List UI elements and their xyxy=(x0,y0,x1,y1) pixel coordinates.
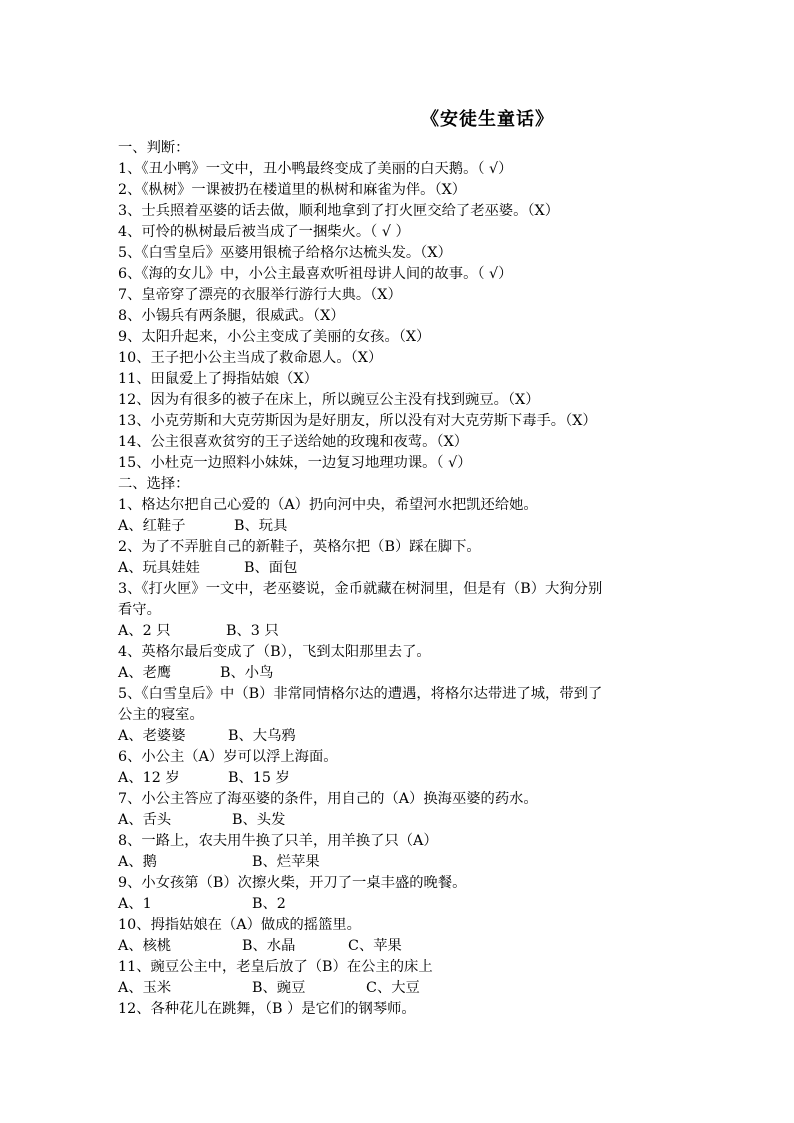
option-a: A、老婆婆 xyxy=(118,728,186,744)
choice-options-8 xyxy=(118,852,320,873)
judgment-item-6: 6、《海的女儿》中，小公主最喜欢听祖母讲人间的故事。（ √） xyxy=(118,266,513,282)
choice-question-5: 5、《白雪皇后》中（B）非常同情格尔达的遭遇，将格尔达带进了城，带到了 xyxy=(118,686,603,702)
option-b: B、2 xyxy=(252,896,286,912)
option-c: C、苹果 xyxy=(348,938,402,954)
option-b: B、豌豆 xyxy=(252,980,306,996)
choice-options-7 xyxy=(118,810,285,831)
choice-question-7: 7、小公主答应了海巫婆的条件，用自己的（A）换海巫婆的药水。 xyxy=(118,791,538,807)
option-a: A、鹅 xyxy=(118,854,157,870)
option-a: A、1 xyxy=(118,896,152,912)
choice-question-4: 4、英格尔最后变成了（B），飞到太阳那里去了。 xyxy=(118,644,431,660)
judgment-item-1: 1、《丑小鸭》一文中，丑小鸭最终变成了美丽的白天鹅。（ √） xyxy=(118,161,513,177)
option-b: B、玩具 xyxy=(234,518,288,534)
judgment-item-7: 7、皇帝穿了漂亮的衣服举行游行大典。（X） xyxy=(118,287,402,303)
choice-options-10 xyxy=(118,936,402,957)
choice-options-2 xyxy=(118,558,297,579)
judgment-item-10: 10、王子把小公主当成了救命恩人。（X） xyxy=(118,350,383,366)
judgment-item-5: 5、《白雪皇后》巫婆用银梳子给格尔达梳头发。（X） xyxy=(118,245,452,261)
choice-options-11 xyxy=(118,978,420,999)
section-heading-judgment: 一、判断： xyxy=(118,140,190,156)
choice-question-6: 6、小公主（A）岁可以浮上海面。 xyxy=(118,749,338,765)
choice-options-3 xyxy=(118,621,279,642)
judgment-item-14: 14、公主很喜欢贫穷的王子送给她的玫瑰和夜莺。（X） xyxy=(118,434,469,450)
option-a: A、红鞋子 xyxy=(118,518,186,534)
option-b: B、3 只 xyxy=(226,623,279,639)
choice-options-5 xyxy=(118,726,296,747)
choice-question-3-cont: 看守。 xyxy=(118,602,161,618)
judgment-item-15: 15、小杜克一边照料小妹妹，一边复习地理功课。（ √） xyxy=(118,455,472,471)
option-c: C、大豆 xyxy=(366,980,420,996)
option-a: A、玉米 xyxy=(118,980,172,996)
option-b: B、大乌鸦 xyxy=(228,728,296,744)
choice-question-3: 3、《打火匣》一文中，老巫婆说，金币就藏在树洞里，但是有（B）大狗分别 xyxy=(118,581,603,597)
judgment-item-9: 9、太阳升起来，小公主变成了美丽的女孩。（X） xyxy=(118,329,431,345)
option-a: A、玩具娃娃 xyxy=(118,560,200,576)
choice-options-1 xyxy=(118,516,287,537)
choice-options-4 xyxy=(118,663,273,684)
option-b: B、头发 xyxy=(232,812,286,828)
choice-question-10: 10、拇指姑娘在（A）做成的摇篮里。 xyxy=(118,917,361,933)
option-a: A、舌头 xyxy=(118,812,172,828)
option-b: B、水晶 xyxy=(242,938,296,954)
judgment-item-3: 3、士兵照着巫婆的话去做，顺利地拿到了打火匣交给了老巫婆。（X） xyxy=(118,203,560,219)
choice-question-11: 11、豌豆公主中，老皇后放了（B）在公主的床上 xyxy=(118,959,433,975)
choice-options-6 xyxy=(118,768,290,789)
judgment-item-4: 4、可怜的枞树最后被当成了一捆柴火。（ √ ） xyxy=(118,224,410,240)
option-a: A、核桃 xyxy=(118,938,172,954)
choice-question-12: 12、各种花儿在跳舞，（B ）是它们的钢琴师。 xyxy=(118,1001,416,1017)
option-b: B、15 岁 xyxy=(228,770,290,786)
choice-question-9: 9、小女孩第（B）次擦火柴，开刀了一桌丰盛的晚餐。 xyxy=(118,875,467,891)
option-b: B、烂苹果 xyxy=(252,854,320,870)
document-title: 《安徒生童话》 xyxy=(421,109,554,130)
choice-question-8: 8、一路上，农夫用牛换了只羊，用羊换了只（A） xyxy=(118,833,438,849)
option-b: B、小鸟 xyxy=(220,665,274,681)
option-a: A、2 只 xyxy=(118,623,171,639)
option-a: A、12 岁 xyxy=(118,770,180,786)
choice-question-1: 1、格达尔把自己心爱的（A）扔向河中央，希望河水把凯还给她。 xyxy=(118,497,538,513)
option-b: B、面包 xyxy=(244,560,298,576)
judgment-item-11: 11、田鼠爱上了拇指姑娘（X） xyxy=(118,371,318,387)
judgment-item-2: 2、《枞树》一课被扔在楼道里的枞树和麻雀为伴。（X） xyxy=(118,182,467,198)
option-a: A、老鹰 xyxy=(118,665,172,681)
choice-question-2: 2、为了不弄脏自己的新鞋子，英格尔把（B）踩在脚下。 xyxy=(118,539,481,555)
judgment-item-12: 12、因为有很多的被子在床上，所以豌豆公主没有找到豌豆。（X） xyxy=(118,392,540,408)
section-heading-choice: 二、选择： xyxy=(118,476,190,492)
choice-question-5-cont: 公主的寝室。 xyxy=(118,707,204,723)
judgment-item-13: 13、小克劳斯和大克劳斯因为是好朋友，所以没有对大克劳斯下毒手。（X） xyxy=(118,413,597,429)
judgment-item-8: 8、小锡兵有两条腿，很威武。（X） xyxy=(118,308,345,324)
choice-options-9 xyxy=(118,894,286,915)
